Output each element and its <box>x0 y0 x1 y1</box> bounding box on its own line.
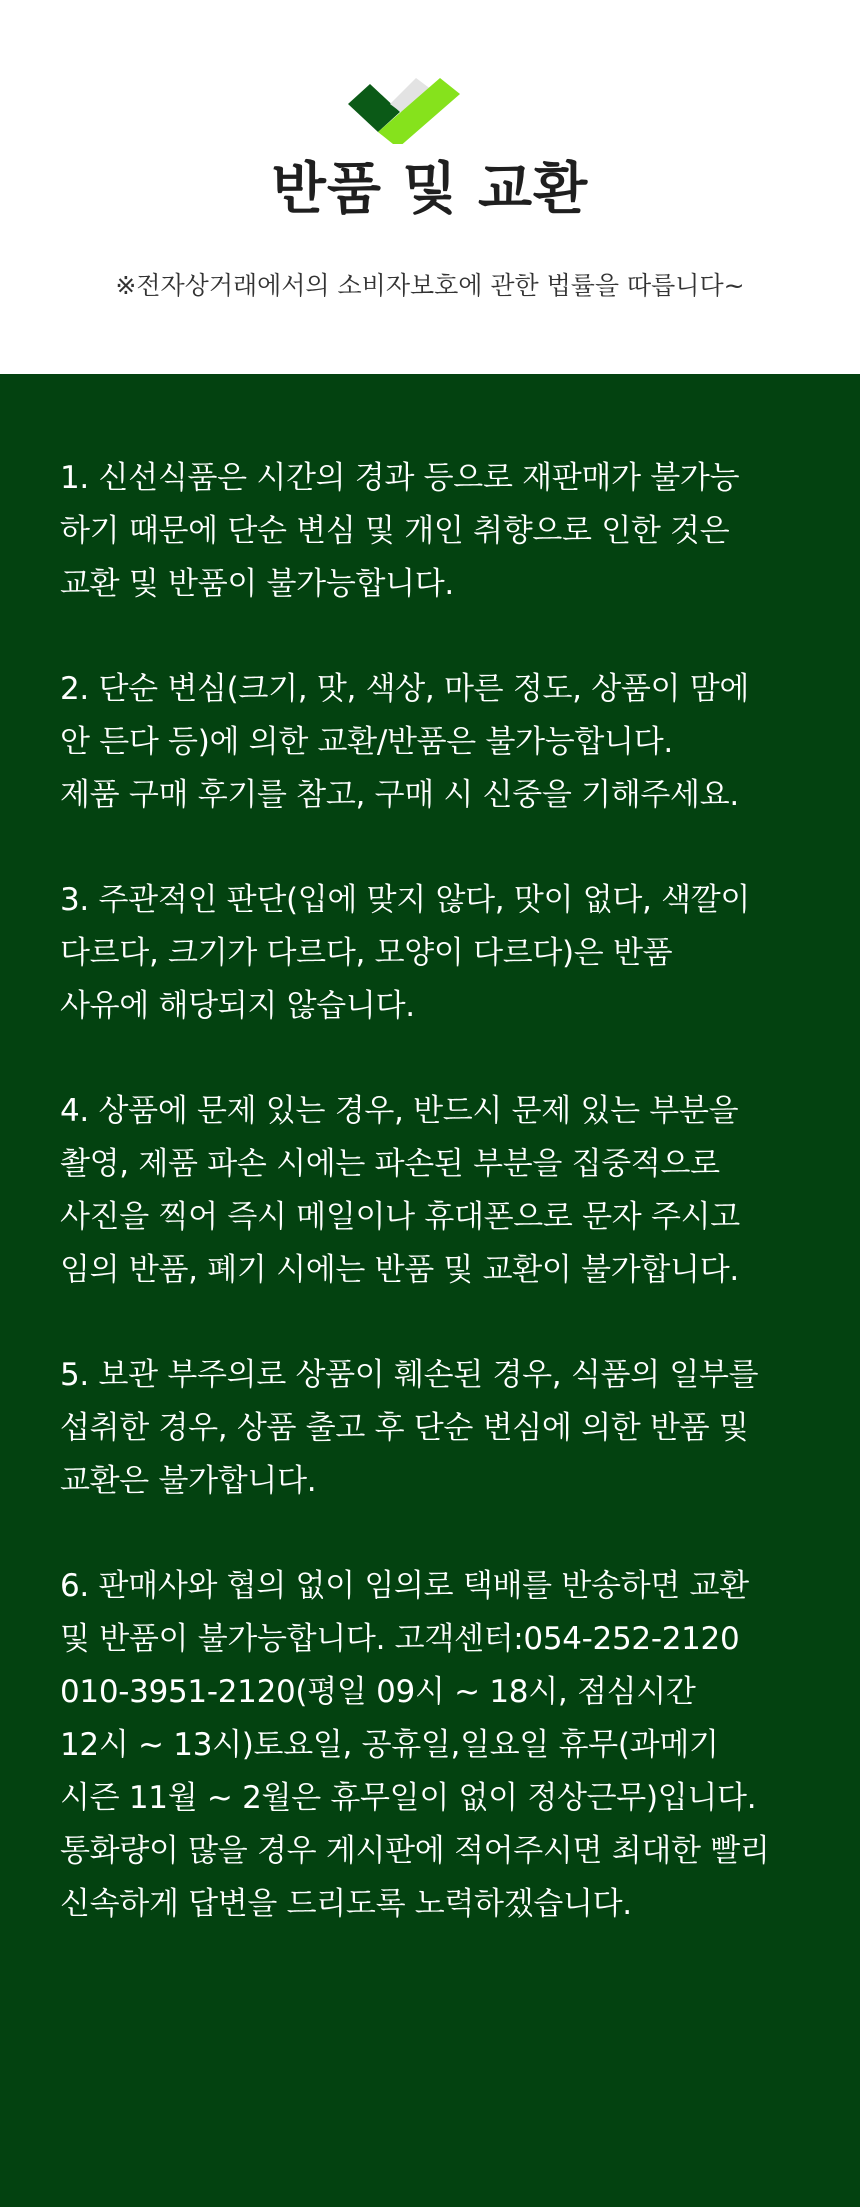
policy-line: 및 반품이 불가능합니다. 고객센터:054-252-2120 <box>60 1621 740 1657</box>
policy-item-6 <box>60 1560 860 1931</box>
policy-line: 1. 신선식품은 시간의 경과 등으로 재판매가 불가능 <box>60 460 740 496</box>
policy-line: 안 든다 등)에 의한 교환/반품은 불가능합니다. <box>60 724 673 760</box>
policy-line: 교환은 불가합니다. <box>60 1463 317 1499</box>
policy-line: 제품 구매 후기를 참고, 구매 시 신중을 기해주세요. <box>60 777 739 813</box>
policy-line: 다르다, 크기가 다르다, 모양이 다르다)은 반품 <box>60 935 673 971</box>
policy-content <box>0 374 860 2207</box>
policy-line: 섭취한 경우, 상품 출고 후 단순 변심에 의한 반품 및 <box>60 1410 749 1446</box>
policy-line: 3. 주관적인 판단(입에 맞지 않다, 맛이 없다, 색깔이 <box>60 882 751 918</box>
checkmark-logo-icon <box>348 72 464 144</box>
page-header <box>0 0 860 374</box>
policy-item-5 <box>60 1349 860 1508</box>
policy-line: 하기 때문에 단순 변심 및 개인 취향으로 인한 것은 <box>60 513 730 549</box>
policy-line: 통화량이 많을 경우 게시판에 적어주시면 최대한 빨리 <box>60 1833 770 1869</box>
policy-line: 신속하게 답변을 드리도록 노력하겠습니다. <box>60 1886 632 1922</box>
policy-item-2 <box>60 663 860 822</box>
policy-item-3 <box>60 874 860 1033</box>
page-subtitle: ※전자상거래에서의 소비자보호에 관한 법률을 따릅니다~ <box>115 271 745 300</box>
policy-line: 6. 판매사와 협의 없이 임의로 택배를 반송하면 교환 <box>60 1568 749 1604</box>
policy-line: 12시 ~ 13시)토요일, 공휴일,일요일 휴무(과메기 <box>60 1727 719 1763</box>
policy-line: 4. 상품에 문제 있는 경우, 반드시 문제 있는 부분을 <box>60 1093 739 1129</box>
page-title: 반품 및 교환 <box>271 157 589 222</box>
policy-line: 사진을 찍어 즉시 메일이나 휴대폰으로 문자 주시고 <box>60 1199 740 1235</box>
policy-item-1 <box>60 452 860 611</box>
policy-line: 교환 및 반품이 불가능합니다. <box>60 566 454 602</box>
policy-line: 5. 보관 부주의로 상품이 훼손된 경우, 식품의 일부를 <box>60 1357 759 1393</box>
policy-line: 2. 단순 변심(크기, 맛, 색상, 마른 정도, 상품이 맘에 <box>60 671 750 707</box>
policy-line: 사유에 해당되지 않습니다. <box>60 988 415 1024</box>
policy-line: 촬영, 제품 파손 시에는 파손된 부분을 집중적으로 <box>60 1146 720 1182</box>
policy-line: 임의 반품, 폐기 시에는 반품 및 교환이 불가합니다. <box>60 1252 739 1288</box>
policy-item-4 <box>60 1085 860 1297</box>
policy-line: 010-3951-2120(평일 09시 ~ 18시, 점심시간 <box>60 1674 696 1710</box>
policy-line: 시즌 11월 ~ 2월은 휴무일이 없이 정상근무)입니다. <box>60 1780 757 1816</box>
